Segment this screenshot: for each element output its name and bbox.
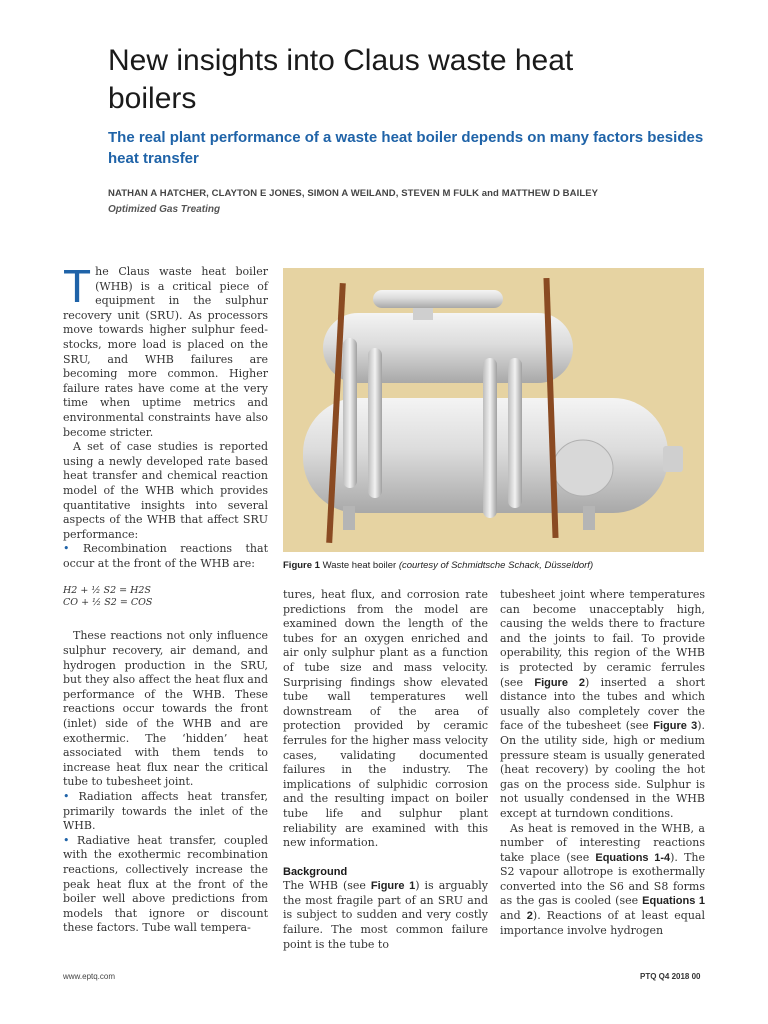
figure-reference[interactable]: Figure 2 — [534, 676, 586, 689]
paragraph — [500, 822, 705, 939]
intro-paragraph: he Claus waste heat boiler (WHB) is a critical piece of equipment in the sulphur recovery unit (SRU). As processors move towards higher sulphur feed-stocks, more load is placed on the SRU, and WHB failures are becoming more common. Higher failure rates have come at the very time when uptime metrics and environmental constraints have also become stricter. — [63, 265, 268, 439]
boiler-illustration — [283, 268, 704, 552]
bullet-item — [63, 542, 268, 571]
text-run: tubesheet joint where temperatures can become unacceptably high, causing the welds there to fracture and the joints to fail. To provide operability, this region of the WHB is protected by ceramic ferrules (see — [500, 588, 705, 689]
equation-reference[interactable]: Equations 1-4 — [595, 851, 671, 864]
text-run: As heat is removed in the WHB, a number of interesting reactions take place (see — [500, 821, 705, 864]
text-run: The WHB (see — [283, 879, 371, 893]
article-subtitle: The real plant performance of a waste heat boiler depends on many factors besides heat transfer — [108, 129, 704, 167]
text-run: ) inserted a short distance into the tubes and which usually also completely cover the face of the tubesheet (see — [500, 675, 706, 733]
text-run: ). The S2 vapour allotrope is exothermally converted into the S6 and S8 forms as the gas is cooled (see — [500, 850, 706, 908]
bullet-text: Radiative heat transfer, coupled with the exothermic recombination reactions, collectively increase the peak heat flux at the front of the boiler well above predictions from models that ignore or discount these factors. Tube wall tempera- — [63, 833, 268, 935]
figure-reference[interactable]: Figure 1 — [370, 880, 416, 893]
figure-caption — [283, 560, 704, 571]
bullet-icon: • — [63, 790, 79, 803]
caption-text: Waste heat boiler — [322, 560, 397, 571]
article-title: New insights into Claus waste heat boilers — [108, 44, 574, 115]
paragraph — [500, 588, 705, 822]
figure-waste-heat-boiler — [283, 268, 704, 552]
paragraph: tures, heat flux, and corrosion rate predictions from the model are examined down the length of the tubes for an oxygen enriched and air only sulphur plant as a function of tube size and mass velocity. Surprising findings show elevated tube wall temperatures well downstream of the area of protection provided by ceramic ferrules for the higher mass velocity cases, validating documented failures in the industry. The implications of sulphidic corrosion and the resulting impact on boiler tube life and sulphur plant reliability are examined with this new information. — [283, 588, 488, 850]
paragraph: A set of case studies is reported using a newly developed rate based heat transfer and chemical reaction model of the WHB which provides quantitative insights into several aspects of the WHB that affect SRU performance: — [63, 440, 268, 541]
bullet-icon: • — [63, 833, 77, 847]
equation-cos: CO + ½ S2 = COS — [63, 597, 153, 609]
text-run: and — [500, 909, 527, 923]
footer-issue-page: PTQ Q4 2018 00 — [640, 972, 701, 981]
text-column-3 — [500, 588, 705, 938]
equation-reference[interactable]: 2 — [526, 910, 533, 923]
paragraph — [283, 879, 488, 952]
equation-reference[interactable]: Equations 1 — [642, 895, 705, 908]
footer-website: www.eptq.com — [63, 972, 116, 981]
equation-block — [63, 585, 268, 609]
bullet-text: Radiation affects heat transfer, primarily towards the inlet of the WHB. — [63, 790, 268, 833]
caption-label: Figure 1 — [283, 560, 320, 571]
author-list: NATHAN A HATCHER, CLAYTON E JONES, SIMON A WEILAND, STEVEN M FULK and MATTHEW D BAILEY — [108, 188, 599, 199]
paragraph: These reactions not only influence sulphur recovery, air demand, and hydrogen production in the SRU, but they also affect the heat flux and performance of the WHB. These reactions occur towards the front (inlet) side of the WHB and are exothermic. The ‘hidden’ heat associated with them tends to increase heat flux near the critical tube to tubesheet joint. — [63, 629, 268, 789]
equation-h2s: H2 + ½ S2 = H2S — [63, 585, 151, 597]
bullet-icon: • — [63, 542, 83, 556]
figure-reference[interactable]: Figure 3 — [653, 720, 698, 733]
text-run: ) is arguably the most fragile part of an SRU and is subject to sudden and very costly failure. The most common failure point is the tube to — [283, 879, 488, 951]
text-column-1 — [63, 260, 268, 936]
affiliation: Optimized Gas Treating — [108, 204, 221, 215]
drop-cap: T — [63, 260, 92, 312]
text-column-2 — [283, 588, 488, 952]
bullet-text: Recombination reactions that occur at the front of the WHB are: — [63, 542, 268, 570]
text-run: ). On the utility side, high or medium pressure steam is usually generated (heat recovery) by cooling the hot gas on the process side. Sulphur is not usually condensed in the WHB except at turndown conditions. — [500, 719, 705, 820]
bullet-item — [63, 834, 268, 936]
caption-credit: (courtesy of Schmidtsche Schack, Düsseldorf) — [398, 560, 594, 571]
section-heading-background: Background — [283, 865, 348, 878]
text-run: ). Reactions of at least equal importance involve hydrogen — [500, 909, 705, 937]
bullet-item — [63, 790, 268, 834]
